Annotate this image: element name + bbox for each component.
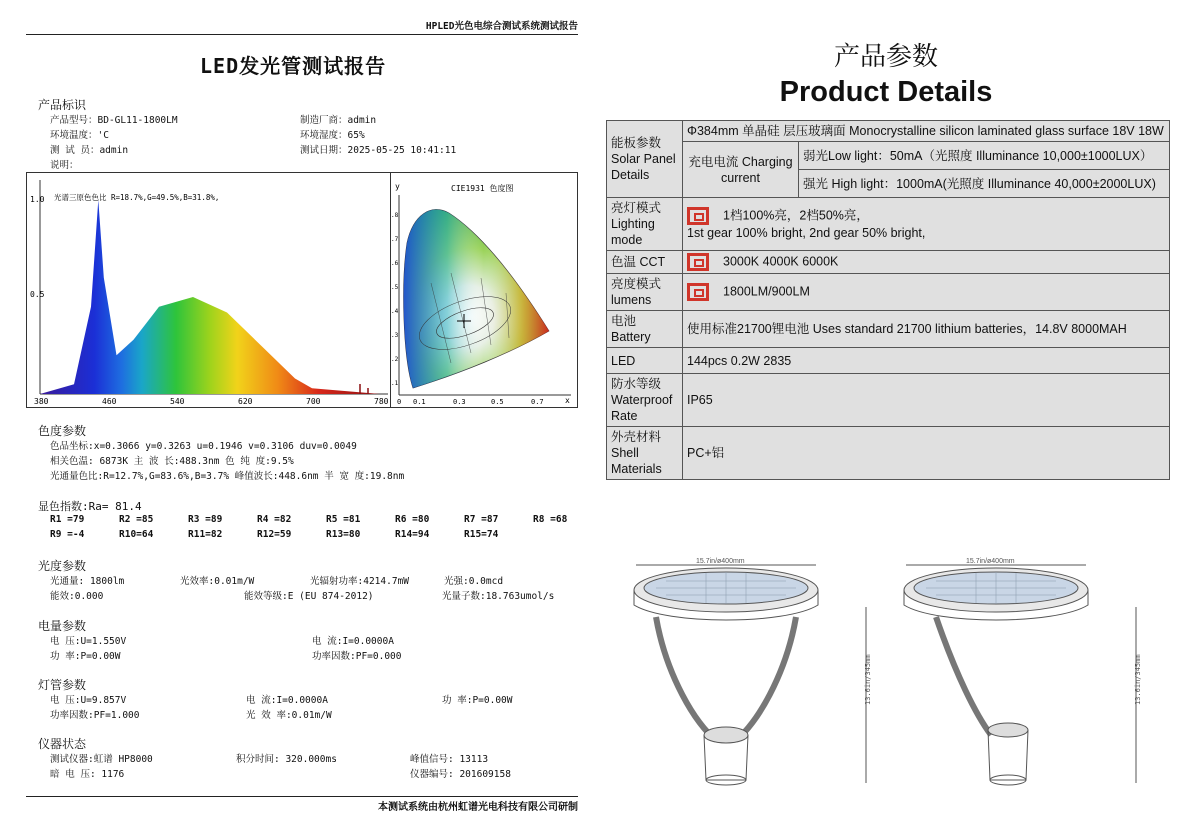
title-en: Product Details <box>779 76 993 108</box>
chroma-heading: 色度参数 <box>38 424 87 438</box>
cie-y-tick: .6 <box>391 260 399 267</box>
radiant-power: 光辐射功率:4214.7mW <box>310 576 409 587</box>
mode-button-icon <box>687 253 709 271</box>
spec-table <box>606 120 1170 480</box>
cri-value: R2 =85 <box>119 514 154 525</box>
cie-x-tick: 0.5 <box>491 398 504 406</box>
elec-voltage: 电 压:U=1.550V <box>50 636 127 647</box>
cie-y-tick: .5 <box>391 284 399 291</box>
row-battery <box>607 311 1170 348</box>
row-lighting-mode <box>607 198 1170 251</box>
luminous-efficacy: 光效率:0.01m/W <box>180 576 255 587</box>
cri-value: R9 =-4 <box>50 529 85 540</box>
waterproof-label: 防水等级 Waterproof Rate <box>607 374 683 427</box>
solar-value: Φ384mm 单晶硅 层压玻璃面 Monocrystalline silicon laminated glass surface 18V 18W <box>683 121 1170 142</box>
report-header: HPLED光色电综合测试系统测试报告 <box>26 18 578 35</box>
high-light-value: 强光 High light：1000mA(光照度 Illuminance 40,000±2000LUX) <box>799 170 1170 198</box>
cri-value: R14=94 <box>395 529 430 540</box>
spectrum-x-tick: 380 <box>34 397 49 406</box>
cie-y-tick: .3 <box>391 332 399 339</box>
instr-dark-voltage: 暗 电 压: 1176 <box>50 769 125 780</box>
cri-value: R3 =89 <box>188 514 223 525</box>
lighting-en: 1st gear 100% bright, 2nd gear 50% bright, <box>687 226 926 240</box>
cri-value: R4 =82 <box>257 514 292 525</box>
lamp-power: 功 率:P=0.00W <box>442 695 513 706</box>
cri-value: R15=74 <box>464 529 499 540</box>
cie-y-tick: .8 <box>391 212 399 219</box>
ambient-temp: 环境温度：'C <box>50 130 109 141</box>
led-value: 144pcs 0.2W 2835 <box>683 348 1170 374</box>
y-tick-2: 0.5 <box>30 290 45 299</box>
report-footer: 本测试系统由杭州虹谱光电科技有限公司研制 <box>26 796 578 813</box>
elec-pf: 功率因数:PF=0.000 <box>312 651 402 662</box>
lamp-efficacy: 光 效 率:0.01m/W <box>246 710 332 721</box>
solar-label: 能板参数 Solar Panel Details <box>607 121 683 198</box>
lighting-label: 亮灯模式 Lighting mode <box>607 198 683 251</box>
elec-current: 电 流:I=0.0000A <box>312 636 394 647</box>
dim-height-2: 13.6in/345mm <box>1134 654 1142 705</box>
row-low-light <box>607 142 1170 170</box>
led-label: LED <box>607 348 683 374</box>
cie-y-tick: .7 <box>391 236 399 243</box>
product-model: 产品型号：BD-GL11-1800LM <box>50 115 178 126</box>
report-title: LED发光管测试报告 <box>200 54 387 78</box>
instr-peak: 峰值信号: 13113 <box>410 754 489 765</box>
instr-integration: 积分时间: 320.000ms <box>236 754 337 765</box>
dim-width-2: 15.7in/ø400mm <box>966 558 1015 565</box>
energy-efficiency: 能效:0.000 <box>50 591 104 602</box>
instr-heading: 仪器状态 <box>38 737 87 751</box>
lamp-heading: 灯管参数 <box>38 678 87 692</box>
dim-width-1: 15.7in/ø400mm <box>696 558 745 565</box>
elec-heading: 电量参数 <box>38 619 87 633</box>
waterproof-value: IP65 <box>683 374 1170 427</box>
cri-value: R12=59 <box>257 529 292 540</box>
energy-grade: 能效等级:E (EU 874-2012) <box>244 591 374 602</box>
spectrum-x-tick: 700 <box>306 397 321 406</box>
cct-label: 色温 CCT <box>607 251 683 274</box>
cie-x-tick: 0.1 <box>413 398 426 406</box>
spectrum-ratio-label: 光谱三原色色比 R=18.7%,G=49.5%,B=31.8%, <box>54 193 220 202</box>
spectrum-chart <box>26 172 390 408</box>
lamp-drawing-front <box>626 555 896 800</box>
cie-y-tick: .1 <box>391 380 399 387</box>
battery-value: 使用标准21700锂电池 Uses standard 21700 lithium batteries，14.8V 8000MAH <box>683 311 1170 348</box>
chroma-line-3: 光通量色比:R=12.7%,G=83.6%,B=3.7% 峰值波长:448.6nm 半 宽 度:19.8nm <box>50 471 405 482</box>
chroma-line-2: 相关色温: 6873K 主 波 长:488.3nm 色 纯 度:9.5% <box>50 456 294 467</box>
title-cn: 产品参数 <box>833 41 938 71</box>
cri-value: R5 =81 <box>326 514 361 525</box>
cie-x-tick: 0.7 <box>531 398 544 406</box>
cri-heading: 显色指数:Ra= 81.4 <box>38 500 142 513</box>
luminous-intensity: 光强:0.0mcd <box>444 576 504 587</box>
cie-x-label: x <box>565 396 570 405</box>
product-id-heading: 产品标识 <box>38 98 87 112</box>
dim-height-1: 13.6in/345mm <box>864 654 872 705</box>
cri-value: R1 =79 <box>50 514 85 525</box>
spectrum-x-tick: 620 <box>238 397 253 406</box>
cri-value: R8 =68 <box>533 514 568 525</box>
row-waterproof <box>607 374 1170 427</box>
spectrum-curve <box>40 200 380 394</box>
lighting-cn: 1档100%亮，2档50%亮， <box>723 208 869 223</box>
lumens-value: 1800LM/900LM <box>723 284 810 299</box>
spectrum-x-tick: 780 <box>374 397 389 406</box>
cct-value: 3000K 4000K 6000K <box>723 254 839 269</box>
cri-value: R13=80 <box>326 529 361 540</box>
elec-power: 功 率:P=0.00W <box>50 651 121 662</box>
cie-y-label: y <box>395 182 400 191</box>
cie-diagram <box>391 173 577 407</box>
cri-value: R6 =80 <box>395 514 430 525</box>
ambient-humidity: 环境湿度：65% <box>300 130 365 141</box>
shell-label: 外壳材料 Shell Materials <box>607 427 683 480</box>
row-shell <box>607 427 1170 480</box>
photo-heading: 光度参数 <box>38 559 87 573</box>
cie-y-tick: .4 <box>391 308 399 315</box>
cie-x-tick: 0 <box>397 398 402 406</box>
row-led <box>607 348 1170 374</box>
instr-serial: 仪器编号: 201609158 <box>410 769 511 780</box>
lamp-current: 电 流:I=0.0000A <box>246 695 328 706</box>
note: 说明： <box>50 160 79 171</box>
lamp-drawing-side <box>896 555 1166 800</box>
shell-value: PC+铝 <box>683 427 1170 480</box>
spectrum-x-tick: 540 <box>170 397 185 406</box>
low-light-value: 弱光Low light：50mA（光照度 Illuminance 10,000±1000LUX） <box>799 142 1170 170</box>
lamp-voltage: 电 压:U=9.857V <box>50 695 127 706</box>
cie-x-tick: 0.3 <box>453 398 466 406</box>
cri-value: R10=64 <box>119 529 154 540</box>
battery-label: 电池 Battery <box>607 311 683 348</box>
cri-value: R11=82 <box>188 529 223 540</box>
chroma-line-1: 色品坐标:x=0.3066 y=0.3263 u=0.1946 v=0.3106 duv=0.0049 <box>50 441 357 452</box>
product-details-page <box>596 0 1200 814</box>
cri-value: R7 =87 <box>464 514 499 525</box>
luminous-flux: 光通量: 1800lm <box>50 576 125 587</box>
cie-title: CIE1931 色度图 <box>451 184 514 193</box>
lumens-label: 亮度模式 lumens <box>607 274 683 311</box>
photon-count: 光量子数:18.763umol/s <box>442 591 555 602</box>
spectrum-x-tick: 460 <box>102 397 117 406</box>
row-lumens <box>607 274 1170 311</box>
test-report-page <box>0 0 590 814</box>
test-date: 测试日期：2025-05-25 10:41:11 <box>300 145 457 156</box>
lamp-pf: 功率因数:PF=1.000 <box>50 710 140 721</box>
tester: 测 试 员：admin <box>50 145 129 156</box>
y-tick-1: 1.0 <box>30 195 45 204</box>
mode-button-icon <box>687 283 709 301</box>
manufacturer: 制造厂商：admin <box>300 115 377 126</box>
instr-device: 测试仪器:虹谱 HP8000 <box>50 754 153 765</box>
row-cct <box>607 251 1170 274</box>
row-solar-panel <box>607 121 1170 142</box>
charging-label: 充电电流 Charging current <box>683 142 799 198</box>
cie-y-tick: .2 <box>391 356 399 363</box>
mode-button-icon <box>687 207 709 225</box>
